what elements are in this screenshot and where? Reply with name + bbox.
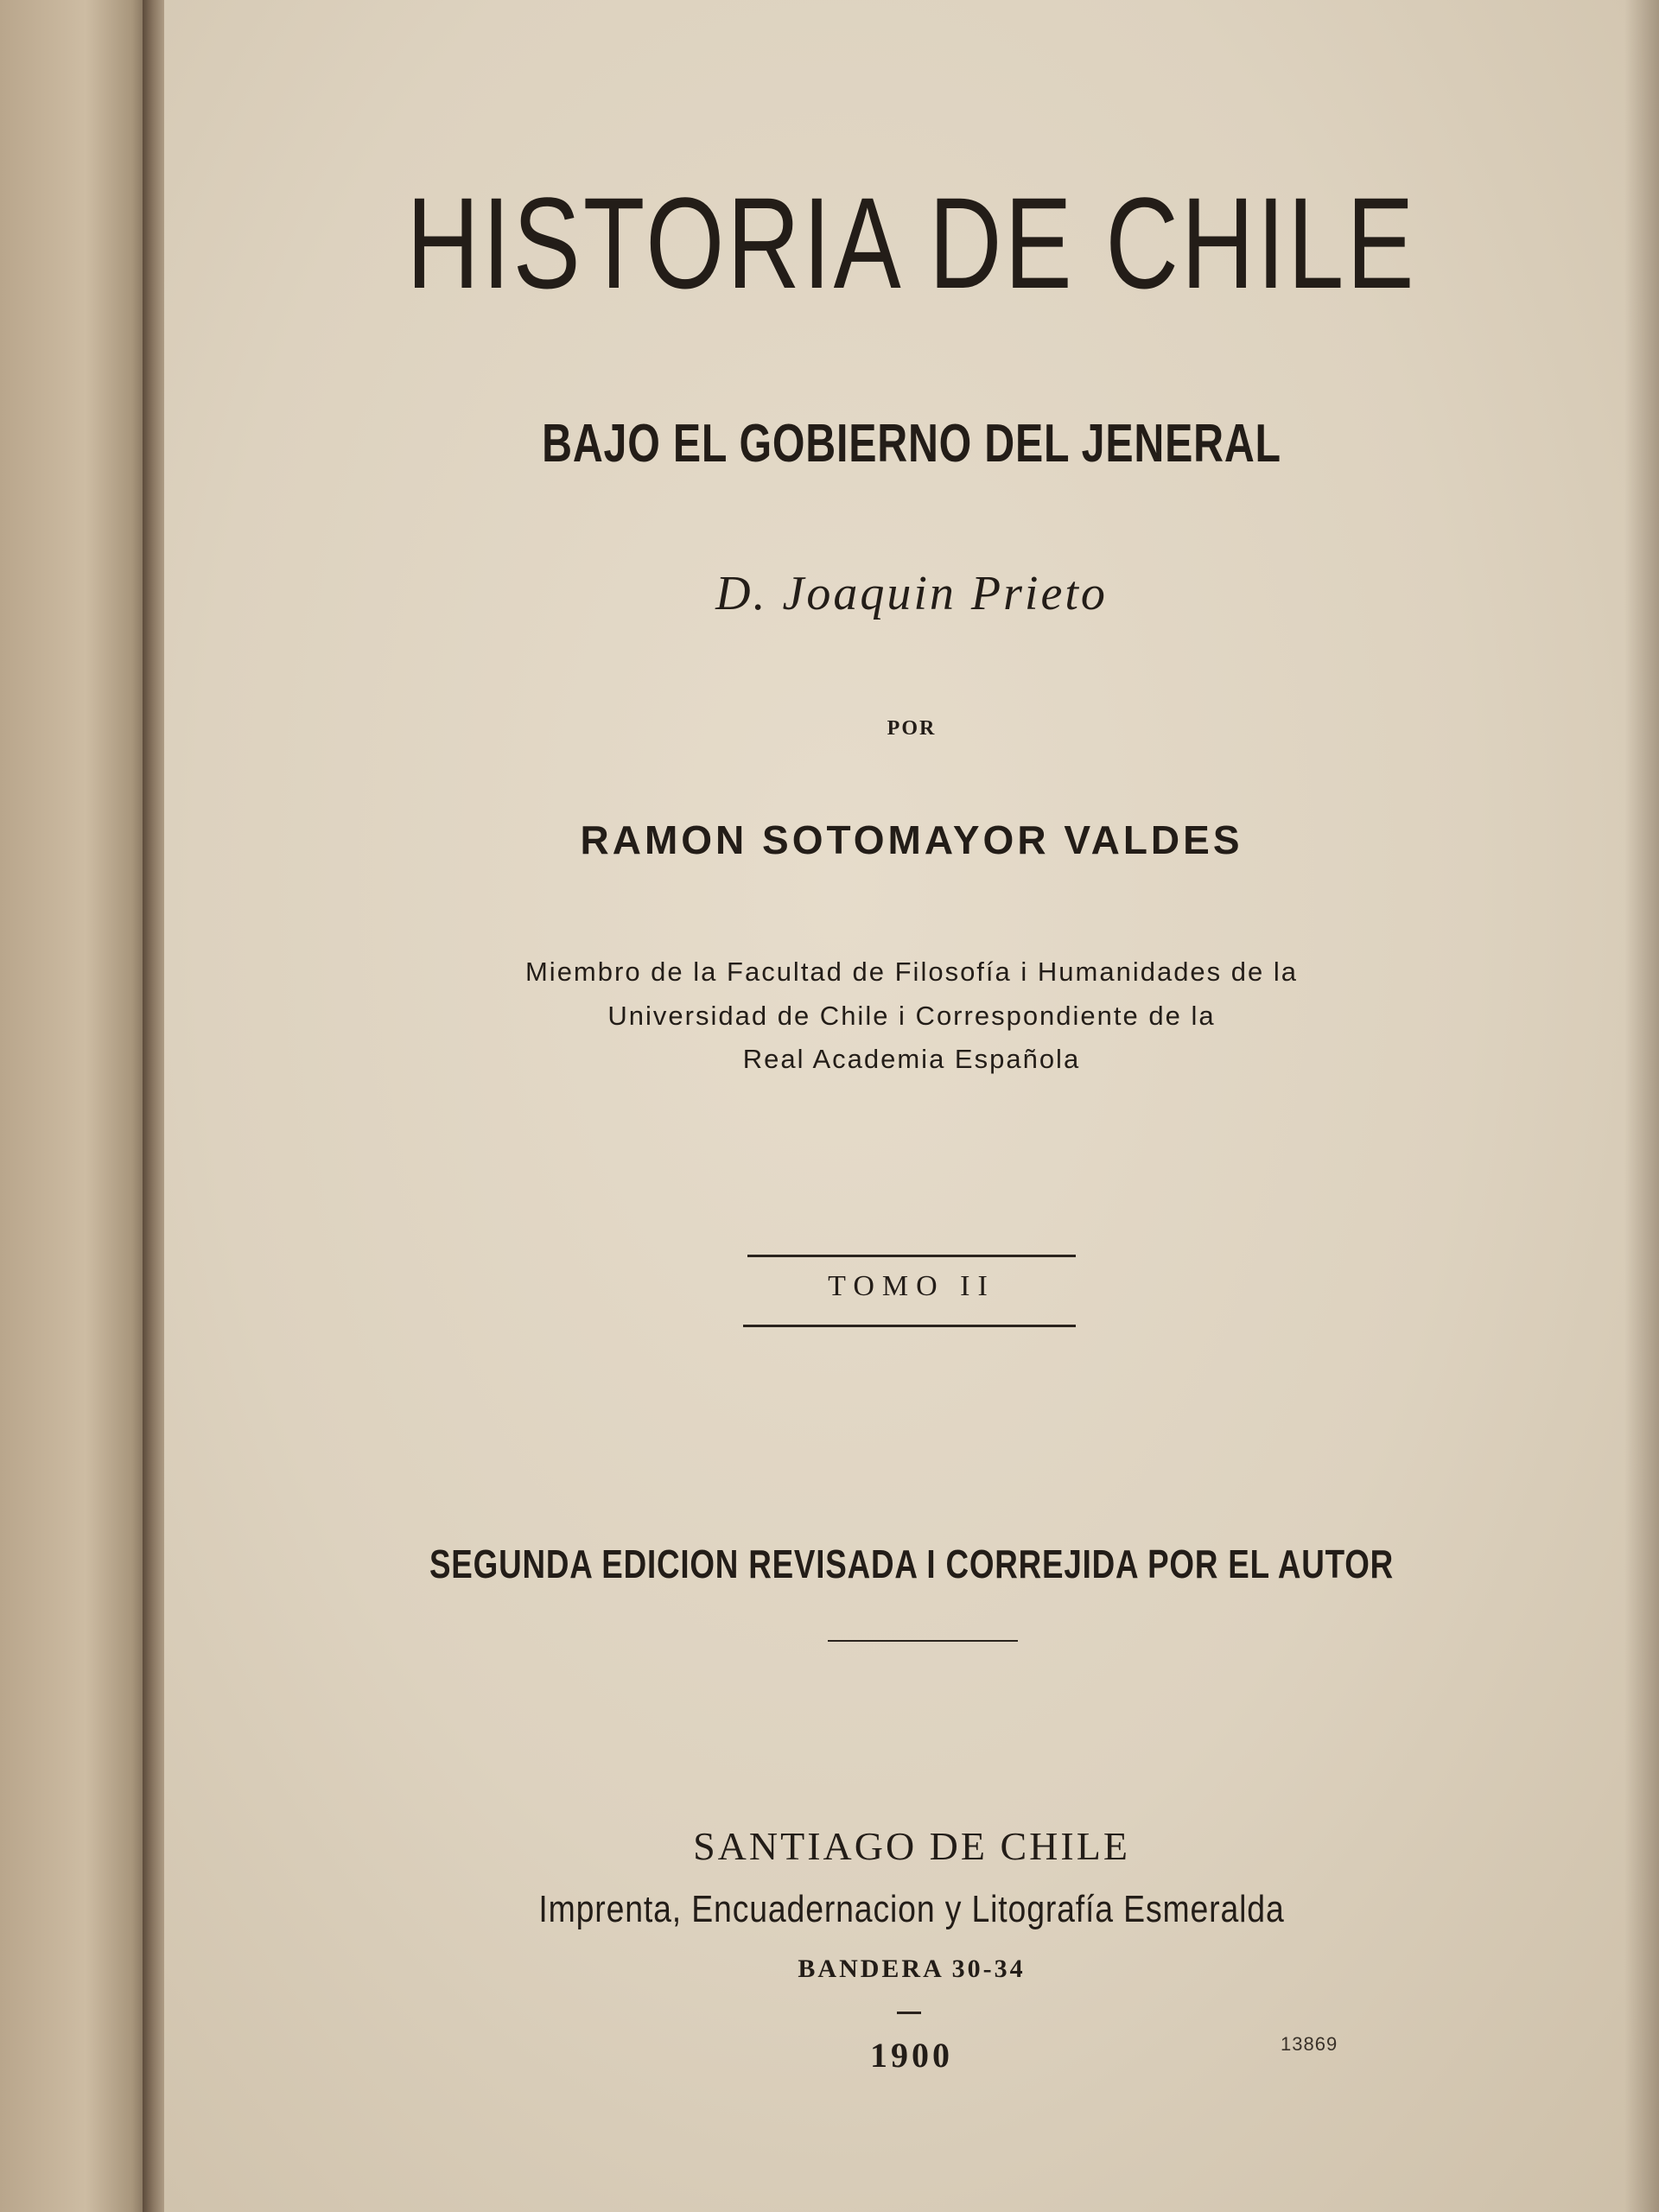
author-credential-line: Real Academia Española [742, 1044, 1081, 1074]
author-name: RAMON SOTOMAYOR VALDES [580, 817, 1243, 862]
book-gutter [143, 0, 167, 2212]
book-title: HISTORIA DE CHILE [406, 170, 1417, 315]
imprint-city: SANTIAGO DE CHILE [693, 1824, 1130, 1868]
edition-note: SEGUNDA EDICION REVISADA I CORREJIDA POR EL AUTOR [429, 1541, 1395, 1586]
left-page-edge [0, 0, 156, 2212]
by-label: POR [887, 717, 937, 740]
author-credential-line: Miembro de la Facultad de Filosofía i Humanidades de la [524, 957, 1299, 987]
year-rule [897, 2012, 921, 2014]
imprint-year: 1900 [870, 2036, 953, 2075]
author-credential-line: Universidad de Chile i Correspondiente de la [607, 1001, 1216, 1031]
title-page [164, 0, 1659, 2212]
imprint-street: BANDERA 30-34 [798, 1955, 1026, 1983]
volume-rule-top [747, 1255, 1076, 1257]
subject-name: D. Joaquin Prieto [715, 567, 1108, 620]
volume-rule-bottom [743, 1325, 1076, 1327]
volume-label: TOMO II [828, 1270, 995, 1302]
page-shadow [1624, 0, 1659, 2212]
imprint-press: Imprenta, Encuadernacion y Litografía Esmeralda [538, 1888, 1285, 1930]
edition-rule [828, 1640, 1018, 1642]
printer-mark: 13869 [1281, 2033, 1338, 2055]
book-subtitle: BAJO EL GOBIERNO DEL JENERAL [542, 414, 1281, 474]
